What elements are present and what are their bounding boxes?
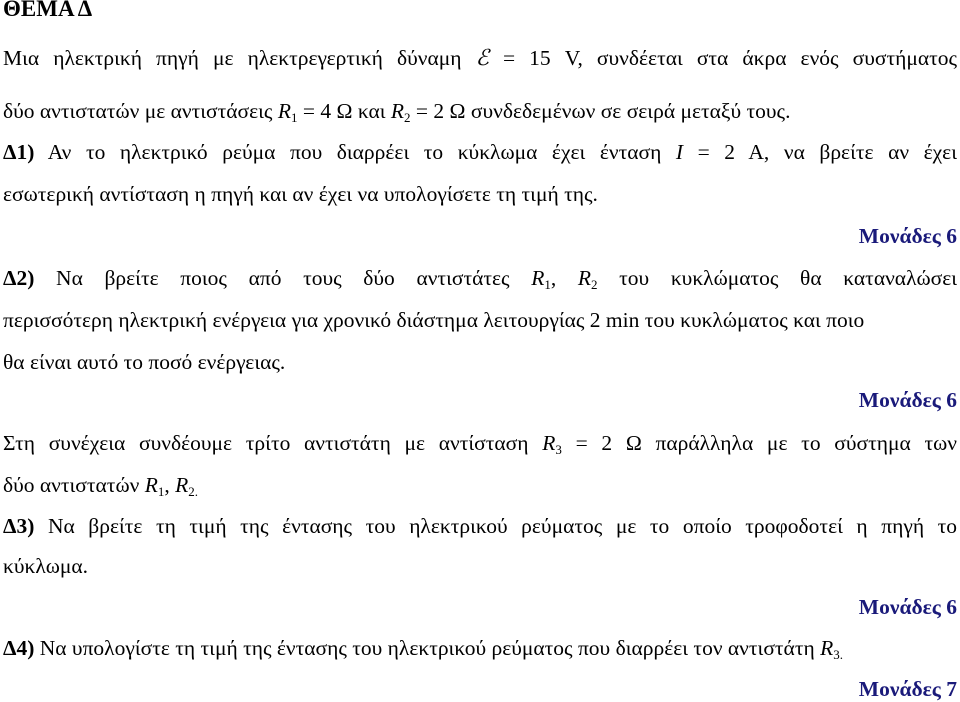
r3-subscript: 3 (555, 442, 562, 457)
q4-text: Να υπολογίστε τη τιμή της έντασης του ηλεκτρικού ρεύματος που διαρρέει τον αντιστάτη (39, 636, 815, 660)
q2-resistors (531, 266, 556, 290)
q2-line-2: περισσότερη ηλεκτρική ενέργεια για χρονικό διάστημα λειτουργίας 2 min του κυκλώματος και ποιο (3, 308, 865, 332)
q4-label: Δ4) (3, 636, 35, 660)
intro-line-1 (3, 45, 957, 71)
q4-units: Μονάδες 7 (858, 677, 957, 701)
intro-text: = 2 Ω συνδεδεμένων σε σειρά μεταξύ τους. (415, 99, 791, 123)
r3-symbol: R (542, 431, 556, 455)
intro-line-2 (3, 98, 957, 124)
mid-line-1 (3, 430, 957, 456)
emf-symbol: ℰ (475, 45, 489, 70)
q2-line-1 (3, 265, 957, 291)
q1-label: Δ1) (3, 140, 35, 164)
r2-symbol: R (175, 473, 189, 497)
mid-line-2 (3, 472, 957, 498)
r3-group (542, 431, 562, 455)
r3-subscript: 3. (833, 647, 843, 662)
r2-subscript: 2 (591, 277, 598, 292)
q3-text: Να βρείτε τη τιμή της έντασης του ηλεκτρικού ρεύματος με το οποίο τροφοδοτεί η πηγή το (47, 514, 957, 538)
r3-symbol: R (820, 636, 834, 660)
mid-text: δύο αντιστατών (3, 473, 140, 497)
q3-line-1 (3, 513, 957, 539)
current-symbol: I (675, 140, 684, 164)
q2-label: Δ2) (3, 266, 35, 290)
q2-resistor-2 (578, 266, 598, 290)
r1-symbol: R (277, 99, 291, 123)
r2-subscript: 2 (404, 110, 411, 125)
intro-text: = 4 Ω και (302, 99, 386, 123)
r1-symbol: R (531, 266, 545, 290)
r1-subscript: 1 (290, 110, 298, 125)
mid-text: = 2 Ω παράλληλα με το σύστημα των (575, 431, 957, 455)
q3-line-2: κύκλωμα. (3, 554, 89, 578)
q3-label: Δ3) (3, 514, 35, 538)
q2-text: Να βρείτε ποιος από τους δύο αντιστάτες (56, 266, 510, 290)
intro-text: = 15 V, συνδέεται στα άκρα ενός συστήματος (502, 46, 958, 70)
intro-text: Μια ηλεκτρική πηγή με ηλεκτρεγερτική δύναμη (3, 46, 462, 70)
r1-symbol: R (144, 473, 158, 497)
q3-units: Μονάδες 6 (858, 595, 957, 619)
r1-subscript: 1 (157, 484, 165, 499)
q1-text: = 2 A, να βρείτε αν έχει (697, 140, 957, 164)
r2-symbol: R (577, 266, 591, 290)
q2-line-3: θα είναι αυτό το ποσό ενέργειας. (3, 350, 286, 374)
q1-line-1 (3, 139, 957, 165)
r2-symbol: R (390, 99, 405, 123)
q2-text: του κυκλώματος θα καταναλώσει (619, 266, 958, 290)
page-title: ΘΕΜΑ Δ (3, 0, 93, 21)
comma: , (550, 266, 557, 290)
r2-subscript: 2. (188, 484, 198, 499)
q1-units: Μονάδες 6 (858, 224, 957, 248)
comma: , (164, 473, 170, 497)
q4-line-1 (3, 635, 957, 661)
intro-text: δύο αντιστατών με αντιστάσεις (3, 99, 273, 123)
r1-subscript: 1 (544, 277, 551, 292)
q1-text: Αν το ηλεκτρικό ρεύμα που διαρρέει το κύκλωμα έχει ένταση (47, 140, 662, 164)
mid-text: Στη συνέχεια συνδέουμε τρίτο αντιστάτη με αντίσταση (3, 431, 529, 455)
q1-line-2: εσωτερική αντίσταση η πηγή και αν έχει να υπολογίσετε τη τιμή της. (3, 182, 598, 206)
q2-units: Μονάδες 6 (858, 388, 957, 412)
